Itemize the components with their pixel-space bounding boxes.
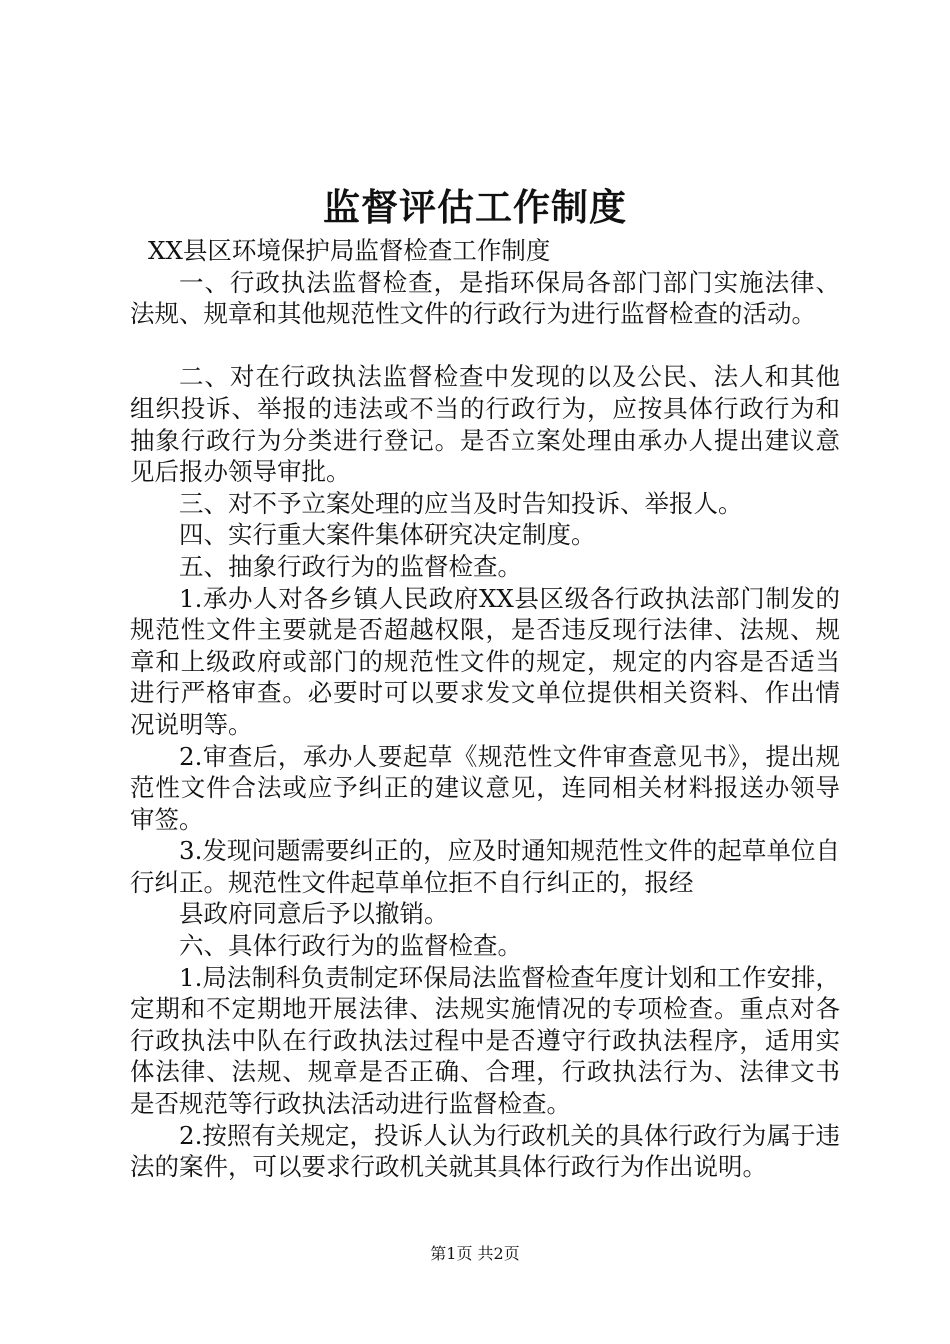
paragraph-8: 3.发现问题需要纠正的，应及时通知规范性文件的起草单位自行纠正。规范性文件起草单位拒不自行纠正的，报经 [130,836,840,897]
document-title: 监督评估工作制度 [323,185,627,229]
paragraph-2: 二、对在行政执法监督检查中发现的以及公民、法人和其他组织投诉、举报的违法或不当的行政行为，应按具体行政行为和抽象行政行为分类进行登记。是否立案处理由承办人提出建议意见后报办领导审批。 [130,362,840,487]
page-number: 第1页 共2页 [430,1244,520,1263]
paragraph-11: 1.局法制科负责制定环保局法监督检查年度计划和工作安排，定期和不定期地开展法律、法规实施情况的专项检查。重点对各行政执法中队在行政执法过程中是否遵守行政执法程序，适用实体法律、法规、规章是否正确、合理，行政执法行为、法律文书是否规范等行政执法活动进行监督检查。 [130,962,840,1119]
paragraph-1: 一、行政执法监督检查，是指环保局各部门部门实施法律、法规、规章和其他规范性文件的行政行为进行监督检查的活动。 [130,267,840,329]
paragraph-12: 2.按照有关规定，投诉人认为行政机关的具体行政行为属于违法的案件，可以要求行政机关就其具体行政行为作出说明。 [130,1120,840,1182]
paragraph-3: 三、对不予立案处理的应当及时告知投诉、举报人。 [179,488,743,518]
paragraph-10: 六、具体行政行为的监督检查。 [179,931,522,961]
document-body [130,235,840,1183]
paragraph-7: 2.审查后，承办人要起草《规范性文件审查意见书》，提出规范性文件合法或应予纠正的建议意见，连同相关材料报送办领导审签。 [130,741,840,834]
paragraph-5: 五、抽象行政行为的监督检查。 [179,551,522,581]
paragraph-6: 1.承办人对各乡镇人民政府XX县区级各行政执法部门制发的规范性文件主要就是否超越权限，是否违反现行法律、法规、规章和上级政府或部门的规范性文件的规定，规定的内容是否适当进行严格审查。必要时可以要求发文单位提供相关资料、作出情况说明等。 [130,583,840,739]
document-subtitle: XX县区环境保护局监督检查工作制度 [148,236,551,265]
paragraph-9: 县政府同意后予以撤销。 [179,899,449,929]
paragraph-4: 四、实行重大案件集体研究决定制度。 [179,520,596,550]
